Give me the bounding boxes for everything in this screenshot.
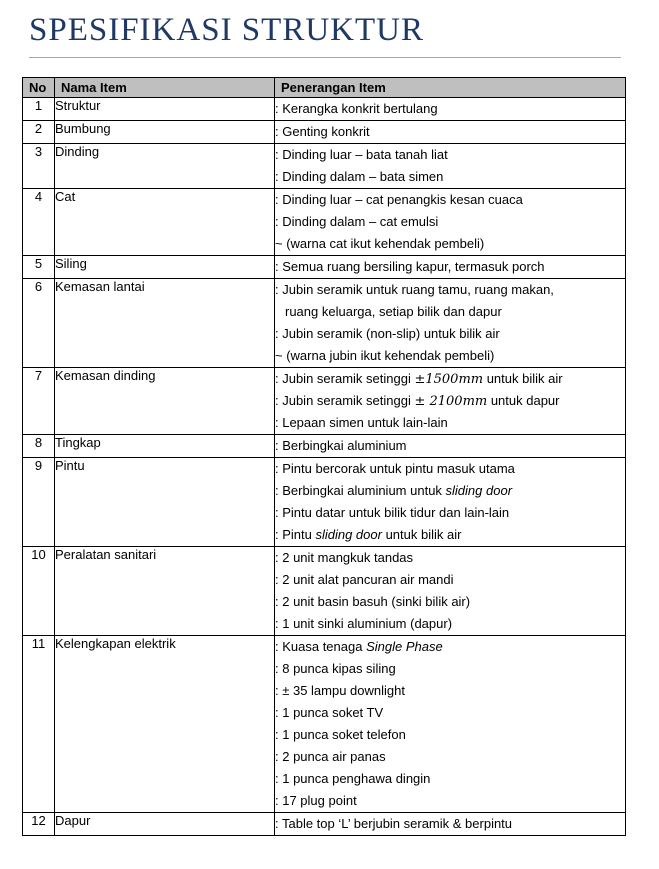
math-text: mm — [462, 394, 488, 409]
description-line — [275, 121, 625, 143]
description-text: : Dinding dalam – bata simen — [275, 169, 444, 184]
item-description — [275, 121, 626, 144]
item-number: 5 — [23, 256, 55, 279]
description-text: : Berbingkai aluminium untuk — [275, 483, 446, 498]
description-text: : 1 punca soket telefon — [275, 727, 406, 742]
description-line — [275, 658, 625, 680]
description-line — [275, 591, 625, 613]
description-text: : 1 punca soket TV — [275, 705, 384, 720]
table-row — [23, 256, 626, 279]
italic-text: Single Phase — [366, 639, 443, 654]
description-line — [275, 323, 625, 345]
item-number: 1 — [23, 98, 55, 121]
description-text: : Jubin seramik setinggi — [275, 393, 415, 408]
description-line — [275, 524, 625, 546]
item-name: Cat — [55, 189, 275, 256]
description-text: : 2 punca air panas — [275, 749, 386, 764]
description-text: : Genting konkrit — [275, 124, 370, 139]
description-text: : Pintu bercorak untuk pintu masuk utama — [275, 461, 515, 476]
table-row — [23, 189, 626, 256]
description-line — [275, 813, 625, 835]
description-text: ~ (warna cat ikut kehendak pembeli) — [275, 236, 485, 251]
item-description — [275, 189, 626, 256]
description-line — [275, 390, 625, 412]
item-description — [275, 547, 626, 636]
description-text: : 2 unit alat pancuran air mandi — [275, 572, 454, 587]
description-text: untuk bilik air — [381, 527, 462, 542]
math-text: ± 2100 — [414, 394, 463, 409]
description-text: : Pintu datar untuk bilik tidur dan lain-lain — [275, 505, 510, 520]
description-text: : Jubin seramik untuk ruang tamu, ruang makan, — [275, 282, 554, 297]
description-text: : 1 punca penghawa dingin — [275, 771, 431, 786]
description-text: ruang keluarga, setiap bilik dan dapur — [285, 304, 502, 319]
item-number: 4 — [23, 189, 55, 256]
description-text: : Pintu — [275, 527, 316, 542]
item-number: 9 — [23, 458, 55, 547]
italic-text: sliding door — [315, 527, 382, 542]
spec-table-body — [23, 98, 626, 836]
math-text: ±1500 — [414, 372, 459, 387]
description-text: : 8 punca kipas siling — [275, 661, 396, 676]
item-number: 12 — [23, 813, 55, 836]
description-line — [275, 768, 625, 790]
description-line — [275, 279, 625, 301]
item-description — [275, 98, 626, 121]
description-text: : ± 35 lampu downlight — [275, 683, 405, 698]
item-number: 11 — [23, 636, 55, 813]
description-text: : 1 unit sinki aluminium (dapur) — [275, 616, 453, 631]
table-row — [23, 368, 626, 435]
item-name: Siling — [55, 256, 275, 279]
item-name: Bumbung — [55, 121, 275, 144]
description-text: : Jubin seramik (non-slip) untuk bilik air — [275, 326, 500, 341]
description-text: : Semua ruang bersiling kapur, termasuk porch — [275, 259, 545, 274]
description-line — [275, 211, 625, 233]
item-name: Kelengkapan elektrik — [55, 636, 275, 813]
table-row — [23, 636, 626, 813]
description-line — [275, 480, 625, 502]
description-line — [275, 98, 625, 120]
description-line — [275, 613, 625, 635]
description-text: : Dinding luar – bata tanah liat — [275, 147, 448, 162]
description-text: : Berbingkai aluminium — [275, 438, 407, 453]
item-name: Tingkap — [55, 435, 275, 458]
description-text: : Table top ‘L’ berjubin seramik & berpintu — [275, 816, 513, 831]
item-name: Dinding — [55, 144, 275, 189]
spec-table — [22, 77, 626, 836]
header-desc: Penerangan Item — [275, 78, 626, 98]
item-name: Kemasan lantai — [55, 279, 275, 368]
table-row — [23, 279, 626, 368]
item-description — [275, 435, 626, 458]
description-line — [275, 301, 625, 323]
item-number: 2 — [23, 121, 55, 144]
header-name: Nama Item — [55, 78, 275, 98]
item-name: Struktur — [55, 98, 275, 121]
italic-text: sliding door — [445, 483, 513, 498]
item-description — [275, 636, 626, 813]
table-row — [23, 458, 626, 547]
description-line — [275, 790, 625, 812]
description-line — [275, 569, 625, 591]
item-name: Pintu — [55, 458, 275, 547]
description-line — [275, 189, 625, 211]
item-number: 10 — [23, 547, 55, 636]
header-no: No — [23, 78, 55, 98]
description-text: : 2 unit basin basuh (sinki bilik air) — [275, 594, 471, 609]
item-description — [275, 813, 626, 836]
description-line — [275, 345, 625, 367]
description-line — [275, 458, 625, 480]
description-text: ~ (warna jubin ikut kehendak pembeli) — [275, 348, 495, 363]
description-line — [275, 144, 625, 166]
description-text: untuk bilik air — [483, 371, 563, 386]
description-line — [275, 502, 625, 524]
item-description — [275, 458, 626, 547]
item-number: 6 — [23, 279, 55, 368]
description-line — [275, 746, 625, 768]
header-row — [23, 78, 626, 98]
table-row — [23, 98, 626, 121]
description-line — [275, 702, 625, 724]
description-line — [275, 724, 625, 746]
item-number: 3 — [23, 144, 55, 189]
title-underline — [29, 57, 621, 58]
description-line — [275, 435, 625, 457]
table-row — [23, 121, 626, 144]
description-text: : Kerangka konkrit bertulang — [275, 101, 438, 116]
description-text: untuk dapur — [487, 393, 560, 408]
description-line — [275, 256, 625, 278]
item-description — [275, 144, 626, 189]
description-line — [275, 233, 625, 255]
table-row — [23, 435, 626, 458]
description-text: : 2 unit mangkuk tandas — [275, 550, 414, 565]
math-text: mm — [458, 372, 484, 387]
description-line — [275, 412, 625, 434]
description-line — [275, 680, 625, 702]
item-description — [275, 256, 626, 279]
description-text: : Lepaan simen untuk lain-lain — [275, 415, 448, 430]
table-row — [23, 144, 626, 189]
table-row — [23, 547, 626, 636]
item-number: 8 — [23, 435, 55, 458]
description-line — [275, 368, 625, 390]
description-line — [275, 547, 625, 569]
item-name: Kemasan dinding — [55, 368, 275, 435]
page-title: SPESIFIKASI STRUKTUR — [29, 12, 424, 48]
item-name: Peralatan sanitari — [55, 547, 275, 636]
description-text: : 17 plug point — [275, 793, 357, 808]
description-line — [275, 166, 625, 188]
item-description — [275, 368, 626, 435]
description-text: : Kuasa tenaga — [275, 639, 367, 654]
description-text: : Jubin seramik setinggi — [275, 371, 415, 386]
description-text: : Dinding dalam – cat emulsi — [275, 214, 439, 229]
table-row — [23, 813, 626, 836]
item-description — [275, 279, 626, 368]
description-text: : Dinding luar – cat penangkis kesan cuaca — [275, 192, 523, 207]
item-name: Dapur — [55, 813, 275, 836]
description-line — [275, 636, 625, 658]
item-number: 7 — [23, 368, 55, 435]
